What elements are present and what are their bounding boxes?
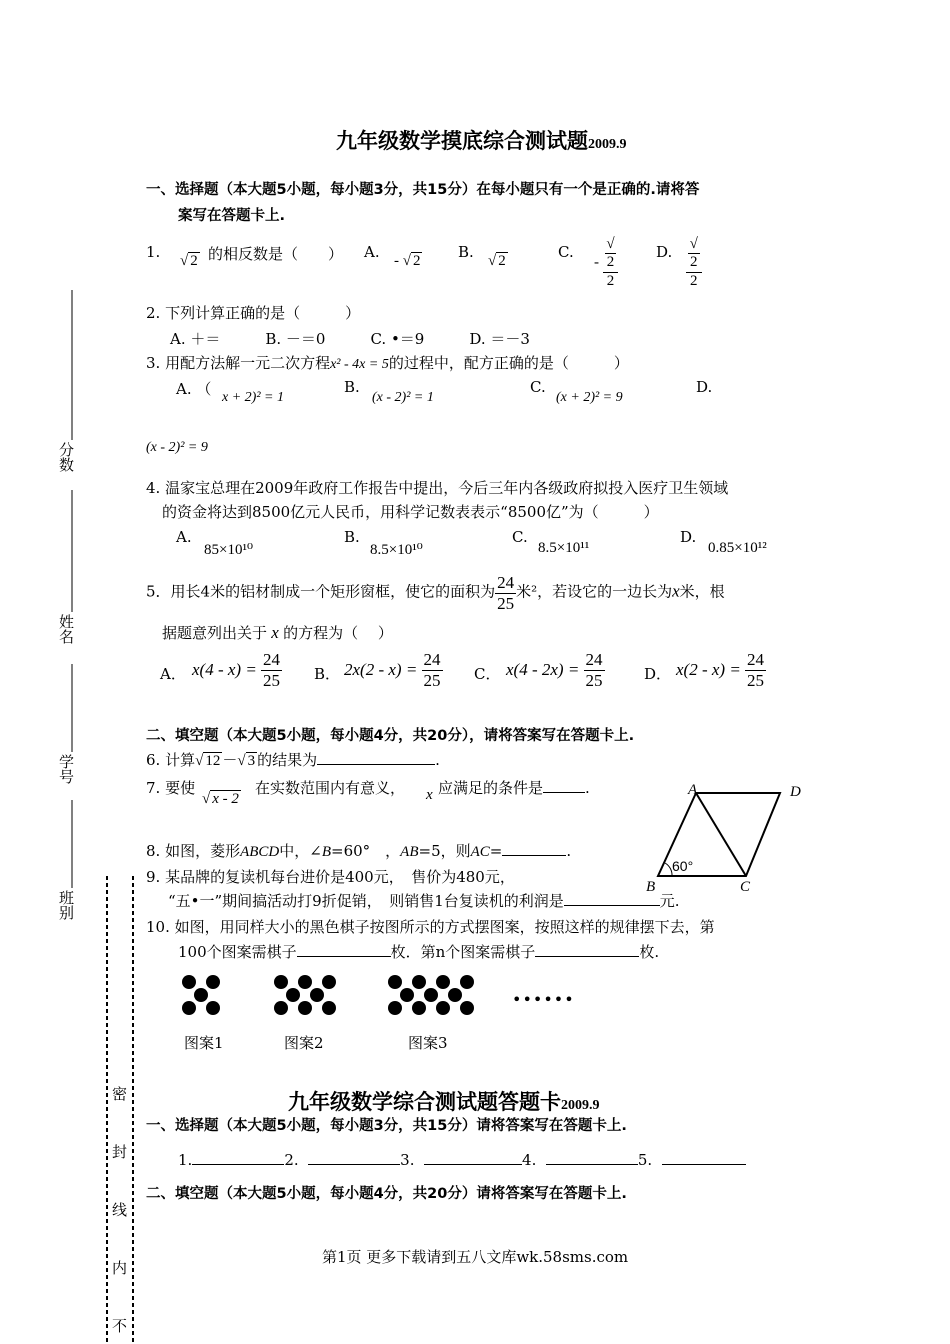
q3-option-c-expr: (x + 2)² = 9 — [556, 390, 623, 405]
q7-var: x — [426, 787, 433, 803]
student-id-label: 学号 — [57, 754, 75, 784]
pattern-1-label: 图案1 — [184, 1034, 224, 1052]
q4-option-d-expr: 0.85×10¹² — [708, 540, 767, 556]
answer-card-year: 2009.9 — [561, 1098, 600, 1113]
section2-heading: 二、填空题（本大题5小题，每小题4分，共20分），请将答案写在答题卡上. — [146, 728, 635, 744]
q4-option-d: D. — [680, 528, 697, 546]
page-footer: 第1页 更多下载请到五八文库wk.58sms.com — [322, 1248, 629, 1266]
q1-option-a-expr: - √ 2 — [394, 253, 421, 269]
rhombus-figure — [640, 780, 810, 898]
pattern-1 — [182, 975, 222, 1015]
seal-char-4: 内 — [112, 1259, 128, 1277]
q4-line2: 的资金将达到8500亿元人民币，用科学记数表表示“8500亿”为（ ） — [162, 503, 659, 521]
answer-card-blanks: 1. 2. 3. 4. 5. — [178, 1151, 746, 1169]
q1-option-a: A. — [364, 243, 380, 261]
q4-option-c: C. — [512, 528, 528, 546]
seal-char-5: 不 — [112, 1317, 128, 1335]
q8-answer-blank[interactable] — [502, 855, 566, 856]
q9-line2: “五•一”期间搞活动打9折促销， 则销售1台复读机的利润是 元. — [168, 892, 680, 910]
q1-option-b-expr: √ 2 — [488, 253, 506, 269]
q5-option-a-expr: x(4 - x) = $\frac{24}{25}$ — [192, 650, 281, 690]
q7-answer-blank[interactable] — [543, 792, 585, 793]
section1-heading-line2: 案写在答题卡上. — [178, 208, 286, 224]
answer-card-title: 九年级数学综合测试题答题卡2009.9 — [288, 1090, 600, 1114]
pattern-3 — [388, 975, 476, 1015]
q10-line1: 10. 如图，用同样大小的黑色棋子按图所示的方式摆图案，按照这样的规律摆下去，第 — [146, 918, 715, 936]
vertex-a-label: A — [688, 782, 698, 798]
answer-blank-5[interactable] — [662, 1164, 746, 1165]
q1-option-c: C. — [558, 243, 574, 261]
q7-pre: 7. 要使 — [146, 779, 196, 797]
q9-answer-blank[interactable] — [564, 905, 660, 906]
q4-option-c-expr: 8.5×10¹¹ — [538, 540, 590, 556]
q3-option-d-expr: (x - 2)² = 9 — [146, 440, 208, 455]
q5-option-c: C． — [474, 665, 501, 683]
q6-answer-blank[interactable] — [317, 764, 435, 765]
q5-option-b: B． — [314, 665, 341, 683]
q5-option-a: A． — [160, 665, 186, 683]
q8: 8. 如图，菱形ABCD中，∠B=60° ，AB=5，则AC= . — [146, 842, 572, 860]
q1-sqrt2: √ 2 — [180, 253, 198, 269]
q2-stem: 2. 下列计算正确的是（ ） — [146, 304, 361, 322]
q3-option-b: B. — [344, 378, 360, 396]
q5-option-b-expr: 2x(2 - x) = $\frac{24}{25}$ — [344, 650, 441, 690]
score-label: 分数 — [57, 442, 75, 472]
answer-blank-3[interactable] — [424, 1164, 522, 1165]
q3-option-d: D. — [696, 378, 713, 396]
q4-line1: 4. 温家宝总理在2009年政府工作报告中提出，今后三年内各级政府拟投入医疗卫生领域 — [146, 479, 729, 497]
seal-char-3: 线 — [112, 1201, 128, 1219]
q10-line2: 100个图案需棋子 枚．第n个图案需棋子 枚. — [178, 943, 660, 961]
q3-option-a: A. （ — [176, 380, 212, 398]
title-year: 2009.9 — [588, 137, 627, 152]
vertex-c-label: C — [740, 879, 751, 895]
seal-char-2: 封 — [112, 1143, 128, 1161]
q5-line1: 5．用长4米的铝材制成一个矩形窗框，使它的面积为 $\frac{24}{25}$ 米²，若设它的一边长为x米，根 — [146, 573, 725, 613]
class-label: 班别 — [57, 890, 75, 920]
vertex-b-label: B — [646, 879, 656, 895]
q1-option-d: D. — [656, 243, 673, 261]
name-label: 姓名 — [57, 614, 75, 644]
vertex-d-label: D — [790, 784, 801, 800]
answer-card-section2: 二、填空题（本大题5小题，每小题4分，共20分）请将答案写在答题卡上. — [146, 1186, 627, 1202]
q7-post: 应满足的条件是 . — [438, 779, 590, 797]
q3-option-b-expr: (x - 2)² = 1 — [372, 390, 434, 405]
answer-card-section1: 一、选择题（本大题5小题，每小题3分，共15分）请将答案写在答题卡上. — [146, 1118, 627, 1134]
section1-heading-line1: 一、选择题（本大题5小题，每小题3分，共15分）在每小题只有一个是正确的.请将答 — [146, 182, 700, 198]
pattern-2 — [274, 975, 338, 1015]
pattern-ellipsis: •••••• — [512, 990, 575, 1009]
q7-sqrt: √ x - 2 — [202, 791, 239, 807]
q1-option-b: B. — [458, 243, 474, 261]
pattern-2-label: 图案2 — [284, 1034, 324, 1052]
q4-option-b: B. — [344, 528, 360, 546]
q9-line1: 9. 某品牌的复读机每台进价是400元， 售价为480元， — [146, 868, 515, 886]
q1-option-c-expr: - √ 2 2 — [594, 236, 618, 290]
q4-option-a: A. — [176, 528, 192, 546]
q4-option-b-expr: 8.5×10¹⁰ — [370, 542, 423, 558]
q3-option-c: C. — [530, 378, 546, 396]
q3-option-a-expr: x + 2)² = 1 — [222, 390, 284, 405]
seal-char-1: 密 — [112, 1085, 128, 1103]
q5-option-d: D． — [644, 665, 672, 683]
page-title: 九年级数学摸底综合测试题2009.9 — [336, 129, 627, 153]
q4-option-a-expr: 85×10¹⁰ — [204, 542, 253, 558]
q5-option-d-expr: x(2 - x) = $\frac{24}{25}$ — [676, 650, 765, 690]
angle-60-label: 60° — [672, 858, 694, 874]
answer-blank-4[interactable] — [546, 1164, 638, 1165]
q10-answer-blank-2[interactable] — [535, 956, 639, 957]
answer-blank-1[interactable] — [192, 1164, 284, 1165]
q3-stem: 3. 用配方法解一元二次方程x² - 4x = 5的过程中，配方正确的是（ ） — [146, 354, 629, 372]
q1-stem: 的相反数是（ ） — [208, 245, 344, 263]
q2-options: A. ＋＝ B. －＝0 C. •＝9 D. ＝－3 — [170, 330, 530, 348]
q7-mid: 在实数范围内有意义， — [255, 779, 406, 797]
q6: 6. 计算√ 12 －√ 3 的结果为 . — [146, 751, 440, 769]
q1-option-d-expr: √ 2 2 — [686, 236, 702, 290]
answer-blank-2[interactable] — [308, 1164, 400, 1165]
q5-line2: 据题意列出关于 x 的方程为（ ） — [162, 623, 393, 642]
q1-number: 1. — [146, 243, 161, 261]
pattern-3-label: 图案3 — [408, 1034, 448, 1052]
q10-answer-blank-1[interactable] — [297, 956, 391, 957]
q3-equation: x² - 4x = 5 — [330, 357, 389, 372]
q5-option-c-expr: x(4 - 2x) = $\frac{24}{25}$ — [506, 650, 603, 690]
